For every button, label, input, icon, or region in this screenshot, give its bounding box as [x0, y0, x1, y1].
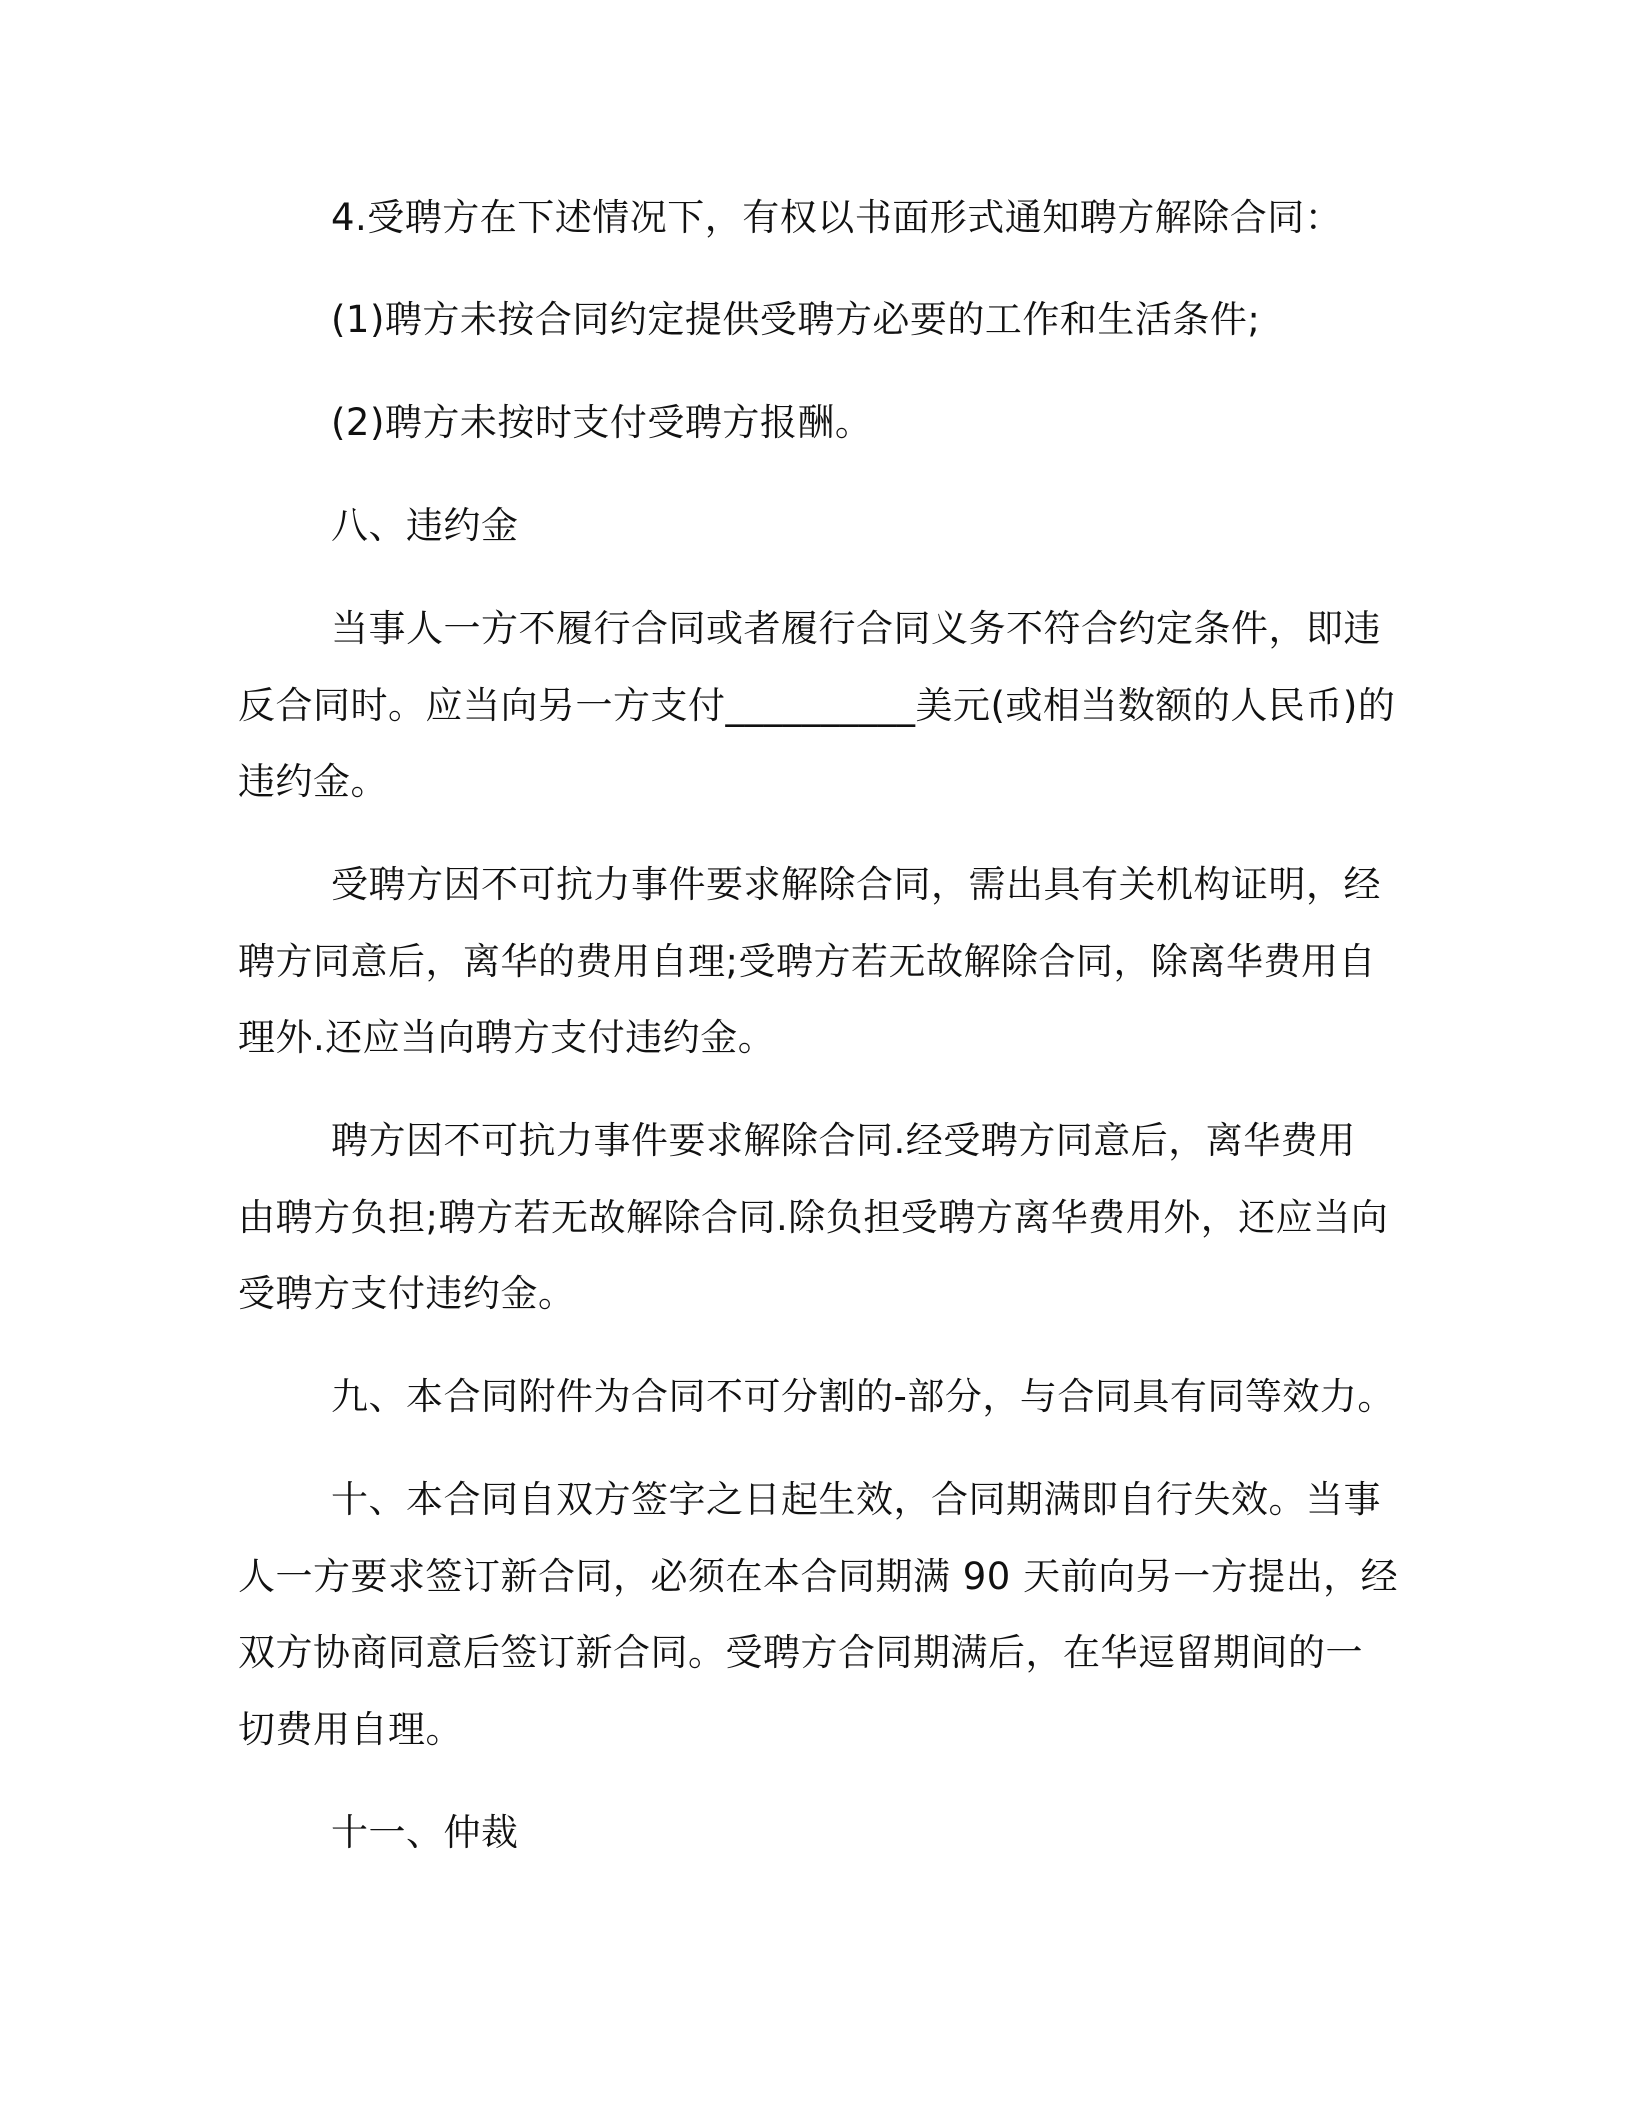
penalty-para-1-line-3: 违约金。: [238, 760, 388, 803]
penalty-para-3-line-3: 受聘方支付违约金。: [238, 1272, 576, 1315]
section-11-heading: 十一、仲裁: [331, 1811, 519, 1854]
clause-4-intro: 4.受聘方在下述情况下，有权以书面形式通知聘方解除合同：: [331, 196, 1343, 239]
penalty-para-3-line-2: 由聘方负担;聘方若无故解除合同.除负担受聘方离华费用外，还应当向: [238, 1196, 1389, 1239]
clause-4-item-1: (1)聘方未按合同约定提供受聘方必要的工作和生活条件;: [331, 298, 1261, 341]
section-9: 九、本合同附件为合同不可分割的-部分，与合同具有同等效力。: [331, 1375, 1395, 1418]
section-10-line-4: 切费用自理。: [238, 1708, 463, 1751]
penalty-para-1-line-2: 反合同时。应当向另一方支付__________美元(或相当数额的人民币)的: [238, 684, 1396, 727]
section-10-line-1: 十、本合同自双方签字之日起生效，合同期满即自行失效。当事: [331, 1478, 1381, 1521]
section-8-heading: 八、违约金: [331, 504, 519, 547]
section-10-line-2: 人一方要求签订新合同，必须在本合同期满 90 天前向另一方提出，经: [238, 1555, 1399, 1598]
penalty-para-3-line-1: 聘方因不可抗力事件要求解除合同.经受聘方同意后，离华费用: [331, 1119, 1356, 1162]
penalty-para-1-line-1: 当事人一方不履行合同或者履行合同义务不符合约定条件，即违: [331, 607, 1381, 650]
penalty-para-2-line-3: 理外.还应当向聘方支付违约金。: [238, 1016, 776, 1059]
penalty-para-2-line-1: 受聘方因不可抗力事件要求解除合同，需出具有关机构证明，经: [331, 863, 1381, 906]
penalty-para-2-line-2: 聘方同意后，离华的费用自理;受聘方若无故解除合同，除离华费用自: [238, 940, 1376, 983]
section-10-line-3: 双方协商同意后签订新合同。受聘方合同期满后，在华逗留期间的一: [238, 1631, 1363, 1674]
clause-4-item-2: (2)聘方未按时支付受聘方报酬。: [331, 401, 873, 444]
